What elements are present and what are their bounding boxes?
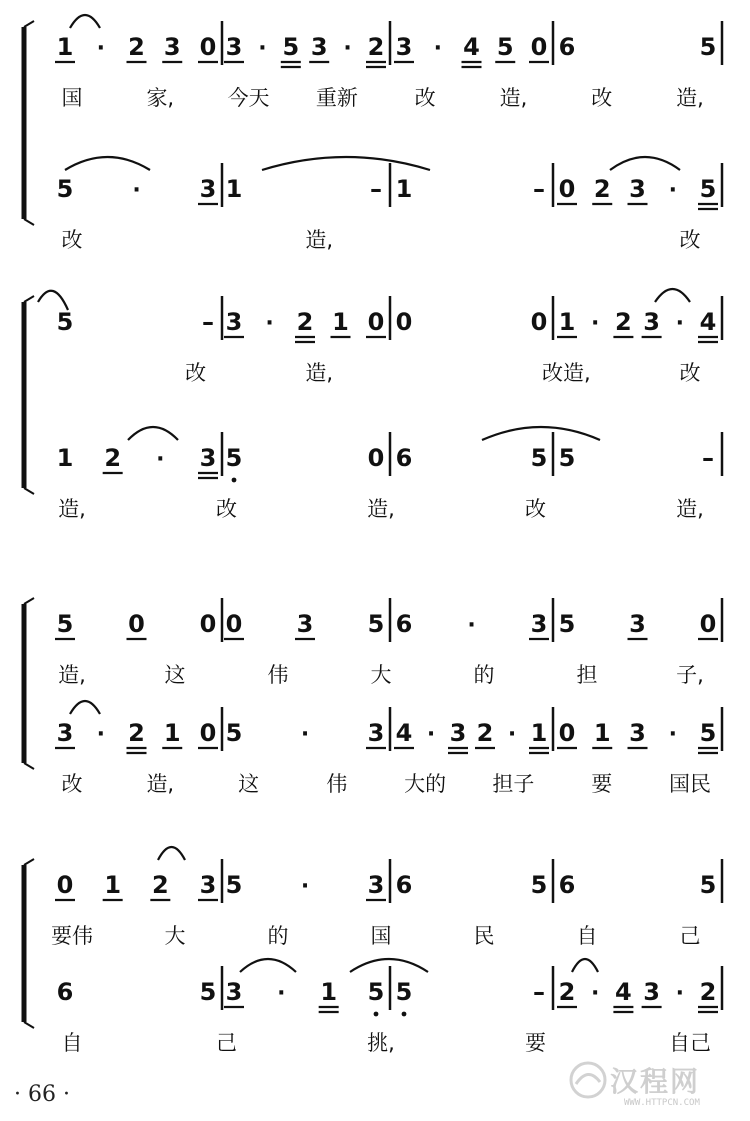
jianpu-note: 5 (367, 978, 385, 1006)
jianpu-note: 0 (128, 610, 145, 638)
extension-dash: – (533, 175, 545, 203)
slur-arc (262, 157, 430, 170)
lyric-word: 造, (676, 86, 704, 110)
slur-arc (70, 701, 100, 714)
jianpu-note: 0 (558, 175, 576, 203)
augmentation-dot: · (591, 311, 600, 336)
lyric-word: 自己 (669, 1031, 711, 1055)
augmentation-dot: · (277, 981, 286, 1006)
lyric-word: 要 (525, 1031, 546, 1055)
jianpu-note: 1 (332, 308, 349, 336)
lyric-word: 这 (238, 772, 260, 796)
slur-arc (65, 157, 150, 170)
jianpu-note: 4 (463, 33, 480, 61)
jianpu-note: 5 (395, 978, 413, 1006)
extension-dash: – (533, 978, 545, 1006)
jianpu-note: 5 (496, 33, 514, 61)
system-bracket-bottom (24, 488, 34, 494)
jianpu-note: 0 (225, 610, 243, 638)
lyric-word: 造, (305, 361, 334, 385)
jianpu-note: 2 (593, 175, 611, 203)
jianpu-note: 5 (56, 308, 74, 336)
jianpu-note: 0 (558, 719, 576, 747)
jianpu-note: 2 (558, 978, 576, 1006)
lyric-word: 自 (576, 924, 598, 948)
jianpu-note: 6 (56, 978, 74, 1006)
extension-dash: – (370, 175, 382, 203)
watermark-url: WWW.HTTPCN.COM (624, 1098, 700, 1108)
lyric-word: 造, (146, 772, 175, 796)
augmentation-dot: · (258, 36, 267, 61)
jianpu-note: 6 (395, 444, 413, 472)
jianpu-note: 3 (367, 719, 385, 747)
slur-arc (482, 427, 600, 440)
system-bracket-bottom (24, 763, 34, 769)
extension-dash: – (202, 308, 214, 336)
jianpu-note: 0 (367, 308, 385, 336)
page-number: · 66 · (14, 1082, 70, 1107)
jianpu-note: 3 (449, 719, 467, 747)
jianpu-note: 5 (530, 871, 548, 899)
jianpu-note: 3 (629, 719, 646, 747)
lyric-word: 民 (473, 924, 495, 948)
jianpu-note: 3 (56, 719, 74, 747)
lyric-word: 担 (576, 663, 598, 687)
lyric-word: 己 (679, 924, 701, 948)
system-bracket-bottom (24, 219, 34, 225)
jianpu-note: 1 (593, 719, 611, 747)
jianpu-note: 5 (56, 175, 74, 203)
jianpu-note: 3 (367, 871, 385, 899)
lyric-word: 的 (473, 663, 495, 687)
jianpu-note: 2 (367, 33, 385, 61)
lyric-word: 国 (370, 924, 392, 948)
slur-arc (610, 157, 680, 170)
augmentation-dot: · (675, 981, 684, 1006)
slur-arc (655, 289, 690, 302)
lyric-word: 造, (58, 497, 86, 521)
slur-arc (158, 847, 185, 860)
lyric-word: 家, (146, 86, 175, 110)
lyric-word: 挑, (367, 1031, 395, 1055)
jianpu-note: 1 (104, 871, 122, 899)
lyric-word: 子, (676, 663, 704, 687)
lyric-word: 造, (367, 497, 395, 521)
jianpu-note: 6 (558, 33, 576, 61)
jianpu-note: 3 (199, 175, 217, 203)
lyric-word: 改 (61, 772, 83, 796)
system-bracket-top (24, 859, 34, 865)
octave-dot-below (402, 1012, 407, 1017)
augmentation-dot: · (265, 311, 274, 336)
lyric-word: 的 (267, 924, 289, 948)
jianpu-note: 0 (199, 719, 217, 747)
jianpu-note: 6 (395, 871, 413, 899)
slur-arc (240, 959, 296, 972)
lyric-word: 重新 (315, 86, 358, 110)
jianpu-note: 3 (395, 33, 413, 61)
augmentation-dot: · (96, 722, 105, 747)
jianpu-note: 0 (56, 871, 74, 899)
slur-arc (572, 959, 598, 972)
lyric-word: 改 (525, 497, 546, 521)
jianpu-note: 3 (225, 308, 243, 336)
jianpu-note: 3 (296, 610, 314, 638)
jianpu-note: 5 (558, 444, 576, 472)
jianpu-note: 0 (199, 33, 217, 61)
lyric-word: 伟 (326, 772, 348, 796)
lyric-word: 大的 (404, 772, 447, 796)
jianpu-note: 3 (629, 175, 646, 203)
jianpu-note: 5 (225, 444, 243, 472)
lyric-word: 要 (591, 772, 613, 796)
lyric-word: 国民 (669, 772, 711, 796)
jianpu-note: 0 (530, 308, 548, 336)
lyric-word: 改 (591, 86, 613, 110)
slur-arc (128, 427, 178, 440)
lyric-word: 造, (676, 497, 704, 521)
jianpu-note: 5 (225, 719, 243, 747)
lyric-word: 担子 (492, 772, 535, 796)
jianpu-note: 0 (367, 444, 385, 472)
augmentation-dot: · (507, 722, 517, 747)
augmentation-dot: · (132, 178, 141, 203)
jianpu-note: 2 (104, 444, 122, 472)
system-bracket-top (24, 21, 34, 27)
jianpu-note: 5 (699, 33, 717, 61)
jianpu-note: 1 (395, 175, 413, 203)
jianpu-note: 5 (56, 610, 74, 638)
jianpu-note: 5 (225, 871, 243, 899)
lyric-word: 今天 (227, 86, 270, 110)
jianpu-note: 3 (163, 33, 181, 61)
jianpu-note: 3 (530, 610, 548, 638)
jianpu-note: 3 (199, 444, 217, 472)
jianpu-note: 3 (629, 610, 646, 638)
jianpu-note: 3 (225, 978, 243, 1006)
jianpu-note: 0 (395, 308, 413, 336)
jianpu-note: 2 (296, 308, 314, 336)
watermark-logo-icon (566, 1058, 610, 1102)
jianpu-note: 6 (558, 871, 576, 899)
jianpu-note: 3 (310, 33, 328, 61)
lyric-word: 改 (61, 228, 83, 252)
jianpu-note: 2 (476, 719, 494, 747)
augmentation-dot: · (343, 36, 352, 61)
jianpu-note: 5 (530, 444, 548, 472)
jianpu-note: 5 (699, 175, 717, 203)
jianpu-note: 3 (225, 33, 243, 61)
jianpu-note: 2 (151, 871, 169, 899)
augmentation-dot: · (467, 613, 476, 638)
jianpu-note: 4 (615, 978, 632, 1006)
jianpu-note: 1 (225, 175, 243, 203)
jianpu-note: 2 (699, 978, 717, 1006)
augmentation-dot: · (156, 447, 165, 472)
augmentation-dot: · (668, 722, 677, 747)
jianpu-note: 3 (199, 871, 217, 899)
jianpu-note: 5 (282, 33, 300, 61)
lyric-word: 造, (305, 228, 334, 252)
jianpu-note: 5 (558, 610, 576, 638)
augmentation-dot: · (96, 36, 105, 61)
watermark-text: 汉程网 (610, 1065, 701, 1098)
jianpu-note: 1 (530, 719, 548, 747)
lyric-word: 这 (164, 663, 186, 687)
lyric-word: 改 (679, 361, 701, 385)
jianpu-note: 1 (56, 444, 74, 472)
jianpu-note: 3 (643, 978, 660, 1006)
lyric-word: 国 (61, 86, 83, 110)
system-bracket-top (24, 598, 34, 604)
augmentation-dot: · (668, 178, 677, 203)
jianpu-note: 1 (163, 719, 181, 747)
lyric-word: 造, (58, 663, 86, 687)
jianpu-note: 5 (199, 978, 217, 1006)
lyric-word: 自 (61, 1031, 83, 1055)
lyric-word: 改 (216, 497, 237, 521)
jianpu-note: 2 (615, 308, 632, 336)
augmentation-dot: · (675, 311, 684, 336)
augmentation-dot: · (426, 722, 436, 747)
jianpu-note: 5 (699, 871, 717, 899)
octave-dot-below (232, 478, 237, 483)
augmentation-dot: · (300, 874, 310, 899)
lyric-word: 造, (499, 86, 528, 110)
jianpu-note: 2 (128, 33, 145, 61)
lyric-word: 大 (370, 663, 392, 687)
lyric-word: 伟 (267, 663, 289, 687)
jianpu-note: 1 (320, 978, 338, 1006)
lyric-word: 改 (679, 228, 701, 252)
augmentation-dot: · (300, 722, 310, 747)
lyric-word: 改 (414, 86, 436, 110)
jianpu-note: 4 (395, 719, 413, 747)
augmentation-dot: · (591, 981, 600, 1006)
jianpu-note: 0 (199, 610, 217, 638)
jianpu-note: 6 (395, 610, 413, 638)
extension-dash: – (702, 444, 714, 472)
jianpu-note: 1 (56, 33, 74, 61)
jianpu-note: 5 (367, 610, 385, 638)
system-bracket-top (24, 296, 34, 302)
jianpu-note: 2 (128, 719, 145, 747)
jianpu-note: 0 (699, 610, 717, 638)
jianpu-note: 5 (699, 719, 717, 747)
jianpu-note: 1 (558, 308, 576, 336)
lyric-word: 己 (216, 1031, 237, 1055)
jianpu-note: 3 (643, 308, 660, 336)
jianpu-note: 0 (530, 33, 548, 61)
augmentation-dot: · (433, 36, 442, 61)
system-bracket-bottom (24, 1022, 34, 1028)
lyric-word: 改 (185, 361, 207, 385)
lyric-word: 要伟 (51, 924, 93, 948)
jianpu-note: 4 (699, 308, 717, 336)
octave-dot-below (374, 1012, 379, 1017)
lyric-word: 大 (164, 924, 186, 948)
lyric-word: 改造, (542, 361, 591, 385)
slur-arc (70, 15, 100, 28)
